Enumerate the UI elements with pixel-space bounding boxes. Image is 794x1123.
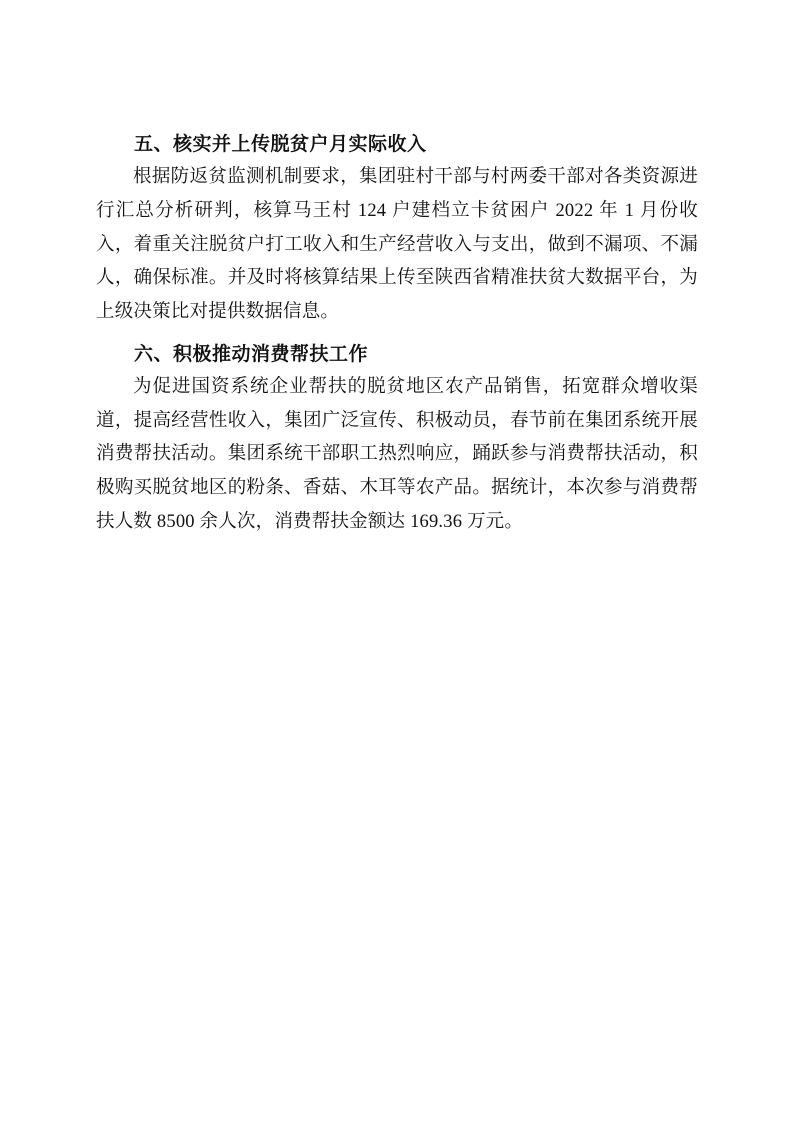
section-six (96, 340, 698, 540)
section-six-paragraph: 为促进国资系统企业帮扶的脱贫地区农产品销售，拓宽群众增收渠道，提高经营性收入，集团广泛宣传、积极动员，春节前在集团系统开展消费帮扶活动。集团系统干部职工热烈响应，踊跃参与消费帮扶活动，积极购买脱贫地区的粉条、香菇、木耳等农产品。据统计，本次参与消费帮扶人数 8500 余人次，消费帮扶金额达 169.36 万元。 (96, 377, 698, 532)
section-five (96, 130, 698, 330)
document-body (96, 130, 698, 539)
section-five-heading: 五、核实并上传脱贫户月实际收入 (134, 134, 427, 155)
section-five-paragraph: 根据防返贫监测机制要求，集团驻村干部与村两委干部对各类资源进行汇总分析研判，核算马王村 124 户建档立卡贫困户 2022 年 1 月份收入，着重关注脱贫户打工收入和生产经营收入与支出，做到不漏项、不漏人，确保标准。并及时将核算结果上传至陕西省精准扶贫大数据平台，为上级决策比对提供数据信息。 (96, 167, 698, 323)
section-six-heading: 六、积极推动消费帮扶工作 (134, 343, 369, 365)
